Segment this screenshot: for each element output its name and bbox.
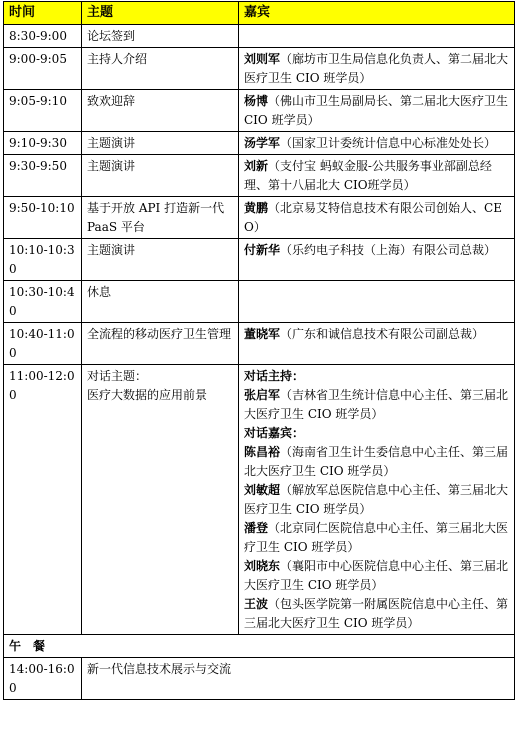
- guest-cell: [239, 155, 515, 197]
- time-cell: 9:50-10:10: [4, 197, 82, 239]
- topic-cell: 休息: [82, 281, 239, 323]
- guest-cell: [239, 197, 515, 239]
- dialogue-topic: 医疗大数据的应用前景: [87, 388, 208, 402]
- dialogue-guest: [244, 595, 509, 633]
- time-cell: 8:30-9:00: [4, 25, 82, 48]
- time-cell: 10:30-10:40: [4, 281, 82, 323]
- agenda-row: [4, 239, 515, 281]
- guest-cell: [239, 90, 515, 132]
- time-cell: 10:40-11:00: [4, 323, 82, 365]
- guest-desc: （北京同仁医院信息中心主任、第三届北大医疗卫生 CIO 班学员）: [244, 521, 509, 554]
- guest-name: 王波: [244, 597, 269, 611]
- agenda-row: [4, 281, 515, 323]
- topic-cell: 主题演讲: [82, 132, 239, 155]
- guest-desc: （国家卫计委统计信息中心标准处处长）: [280, 136, 497, 150]
- guest-name: 张启军: [244, 388, 281, 402]
- guest-name: 董晓军: [244, 327, 281, 341]
- topic-cell: 全流程的移动医疗卫生管理: [82, 323, 239, 365]
- time-cell: 9:30-9:50: [4, 155, 82, 197]
- time-cell: 9:10-9:30: [4, 132, 82, 155]
- header-time: 时间: [4, 2, 82, 25]
- time-cell: 14:00-16:00: [4, 658, 82, 700]
- topic-cell: 主题演讲: [82, 239, 239, 281]
- guest-desc: （乐约电子科技（上海）有限公司总裁）: [280, 243, 497, 257]
- guest-desc: （支付宝 蚂蚁金服-公共服务事业部副总经理、第十八届北大 CIO班学员）: [244, 159, 492, 192]
- time-cell: 11:00-12:00: [4, 365, 82, 635]
- topic-cell: 主题演讲: [82, 155, 239, 197]
- guest-cell: [239, 48, 515, 90]
- guest-cell: [239, 239, 515, 281]
- agenda-row: [4, 25, 515, 48]
- guest-name: 陈昌裕: [244, 445, 281, 459]
- guest-name: 刘则军: [244, 52, 281, 66]
- topic-cell: 主持人介绍: [82, 48, 239, 90]
- header-row: [4, 2, 515, 25]
- guest-desc: （吉林省卫生统计信息中心主任、第三届北大医疗卫生 CIO 班学员）: [244, 388, 509, 421]
- time-cell: 9:00-9:05: [4, 48, 82, 90]
- host-label: 对话主持：: [244, 369, 305, 383]
- topic-cell: 致欢迎辞: [82, 90, 239, 132]
- dialogue-guest: [244, 481, 509, 519]
- agenda-row: [4, 155, 515, 197]
- guest-desc: （北京易艾特信息技术有限公司创始人、CEO）: [244, 201, 502, 234]
- dialogue-topic-label: 对话主题：: [87, 369, 148, 383]
- dialogue-guest-cell: [239, 365, 515, 635]
- agenda-row: [4, 132, 515, 155]
- guest-name: 黄鹏: [244, 201, 269, 215]
- guest-cell: [239, 25, 515, 48]
- guest-cell: [239, 281, 515, 323]
- guest-desc: （海南省卫生计生委信息中心主任、第三届北大医疗卫生 CIO 班学员）: [244, 445, 509, 478]
- guest-name: 刘晓东: [244, 559, 281, 573]
- dialogue-topic-cell: [82, 365, 239, 635]
- time-cell: 9:05-9:10: [4, 90, 82, 132]
- guest-cell: [239, 323, 515, 365]
- guest-desc: （廊坊市卫生局信息化负责人、第二届北大医疗卫生 CIO 班学员）: [244, 52, 509, 85]
- agenda-row: [4, 323, 515, 365]
- agenda-table: [3, 1, 515, 700]
- guests-label: 对话嘉宾：: [244, 426, 305, 440]
- guest-desc: （襄阳市中心医院信息中心主任、第三届北大医疗卫生 CIO 班学员）: [244, 559, 509, 592]
- guest-name: 刘新: [244, 159, 269, 173]
- agenda-row: [4, 197, 515, 239]
- dialogue-row: [4, 365, 515, 635]
- agenda-row: [4, 90, 515, 132]
- time-cell: 10:10-10:30: [4, 239, 82, 281]
- guest-desc: （佛山市卫生局副局长、第二届北大医疗卫生 CIO 班学员）: [244, 94, 509, 127]
- topic-cell: 新一代信息技术展示与交流: [82, 658, 515, 700]
- guest-desc: （包头医学院第一附属医院信息中心主任、第三届北大医疗卫生 CIO 班学员）: [244, 597, 509, 630]
- host-entry: [244, 386, 509, 424]
- topic-cell: 基于开放 API 打造新一代 PaaS 平台: [82, 197, 239, 239]
- guest-name: 刘敏超: [244, 483, 281, 497]
- agenda-row: [4, 48, 515, 90]
- dialogue-guest: [244, 443, 509, 481]
- dialogue-guest: [244, 519, 509, 557]
- lunch-cell: [4, 635, 515, 658]
- header-topic: 主题: [82, 2, 239, 25]
- guest-cell: [239, 132, 515, 155]
- lunch-label: 午餐: [9, 639, 58, 653]
- guest-desc: （解放军总医院信息中心主任、第三届北大医疗卫生 CIO 班学员）: [244, 483, 509, 516]
- header-guest: 嘉宾: [239, 2, 515, 25]
- guest-name: 汤学军: [244, 136, 281, 150]
- guest-name: 潘登: [244, 521, 269, 535]
- agenda-row: [4, 658, 515, 700]
- dialogue-guest: [244, 557, 509, 595]
- guest-name: 杨博: [244, 94, 269, 108]
- lunch-row: [4, 635, 515, 658]
- guest-desc: （广东和诚信息技术有限公司副总裁）: [280, 327, 485, 341]
- topic-cell: 论坛签到: [82, 25, 239, 48]
- guest-name: 付新华: [244, 243, 281, 257]
